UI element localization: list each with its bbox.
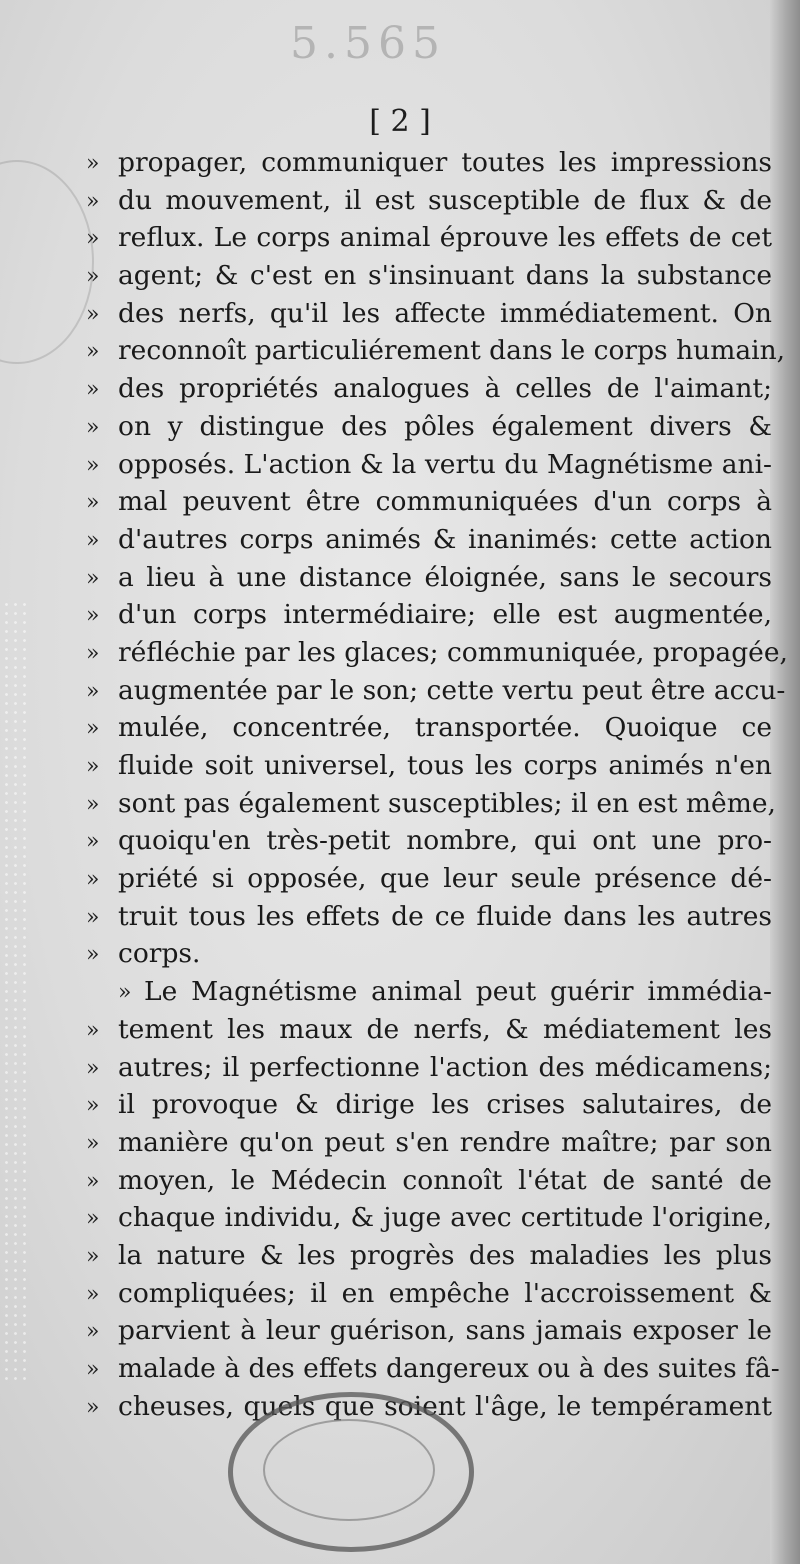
library-stamp-inner-ring: [263, 1419, 435, 1521]
text-line-content: autres; il perfectionne l'action des médicamens;: [118, 1051, 772, 1083]
text-line: [86, 1049, 772, 1087]
text-line: [86, 1312, 772, 1350]
text-line-content: cheuses, quels que soient l'âge, le tempérament: [118, 1390, 772, 1422]
text-line: [86, 370, 772, 408]
text-line-content: agent; & c'est en s'insinuant dans la substance: [118, 260, 772, 292]
text-line-content: sont pas également susceptibles; il en est même,: [118, 787, 776, 819]
quote-mark: »: [86, 1168, 100, 1194]
text-line-content: quoiqu'en très-petit nombre, qui ont une pro-: [118, 825, 772, 857]
text-line: [86, 446, 772, 484]
text-line-content: a lieu à une distance éloignée, sans le secours: [118, 561, 772, 593]
quote-mark: »: [86, 1319, 100, 1345]
quote-mark: »: [86, 1281, 100, 1307]
text-line: [86, 860, 772, 898]
text-line: [86, 634, 788, 672]
quote-mark: »: [86, 640, 100, 666]
quote-mark: »: [86, 301, 100, 327]
text-line: [86, 935, 772, 973]
text-line: [86, 1237, 772, 1275]
text-line: [86, 709, 772, 747]
text-line: [86, 1124, 772, 1162]
text-line-content: des propriétés analogues à celles de l'aimant;: [118, 373, 772, 405]
quote-mark: »: [86, 414, 100, 440]
text-line-content: augmentée par le son; cette vertu peut être accu-: [118, 674, 786, 706]
quote-mark: »: [86, 1206, 100, 1232]
page-edge: [770, 0, 800, 1564]
text-line: [86, 182, 772, 220]
text-line-content: priété si opposée, que leur seule présence dé-: [118, 863, 772, 895]
text-line-content: mal peuvent être communiquées d'un corps à: [118, 486, 772, 518]
quote-mark: »: [86, 754, 100, 779]
library-stamp: [228, 1392, 474, 1552]
quote-mark: »: [86, 490, 100, 516]
text-line: [86, 596, 772, 634]
quote-mark: »: [86, 791, 100, 817]
text-line: [86, 1162, 772, 1200]
text-line: [86, 973, 772, 1011]
text-line-content: corps.: [118, 938, 201, 970]
text-line-content: on y distingue des pôles également divers &: [118, 410, 772, 442]
binding-holes: [2, 600, 28, 1380]
text-line-content: propager, communiquer toutes les impressions: [118, 147, 772, 178]
quote-mark: »: [86, 1130, 100, 1156]
handwritten-shelfmark: 5.565: [290, 18, 446, 69]
text-line-content: réfléchie par les glaces; communiquée, propagée,: [118, 636, 788, 668]
text-line-content: il provoque & dirige les crises salutaires, de: [118, 1089, 772, 1121]
text-line-content: des nerfs, qu'il les affecte immédiatement. On: [118, 297, 772, 329]
quote-mark: »: [86, 1243, 100, 1269]
quote-mark: »: [86, 1093, 100, 1119]
quote-mark: »: [86, 1017, 100, 1043]
text-line-content: reconnoît particuliérement dans le corps humain,: [118, 335, 786, 367]
text-line: [86, 1350, 780, 1388]
text-line-content: compliquées; il en empêche l'accroissement &: [118, 1277, 772, 1309]
quote-mark: »: [86, 264, 100, 290]
quote-mark: »: [86, 452, 100, 478]
text-line-content: reflux. Le corps animal éprouve les effets de cet: [118, 222, 772, 254]
text-line: [86, 822, 772, 860]
text-line-content: fluide soit universel, tous les corps animés n'en: [118, 750, 772, 781]
text-line: [86, 785, 776, 823]
quote-mark: »: [86, 603, 100, 629]
text-line: [86, 257, 772, 295]
text-line-content: parvient à leur guérison, sans jamais exposer le: [118, 1315, 772, 1347]
quote-mark: »: [86, 1394, 100, 1420]
text-line-content: opposés. L'action & la vertu du Magnétisme ani-: [118, 448, 772, 480]
text-line: [86, 672, 786, 710]
quote-mark: »: [86, 716, 100, 742]
text-line: [86, 898, 772, 936]
text-line-content: d'autres corps animés & inanimés: cette action: [118, 523, 772, 555]
body-text: [86, 144, 788, 1425]
text-line-content: mulée, concentrée, transportée. Quoique ce: [118, 712, 772, 744]
text-line: [86, 1199, 772, 1237]
text-line-content: chaque individu, & juge avec certitude l'origine,: [118, 1202, 772, 1234]
text-line: [86, 1275, 772, 1313]
quote-mark: »: [86, 565, 100, 591]
text-line: [86, 408, 772, 446]
quote-mark: »: [86, 151, 100, 176]
text-line: [86, 295, 772, 333]
quote-mark: »: [86, 339, 100, 365]
text-line: [86, 559, 772, 597]
text-line: [86, 1086, 772, 1124]
quote-mark: »: [86, 904, 100, 930]
text-line-content: truit tous les effets de ce fluide dans les autres: [118, 900, 772, 932]
quote-mark: »: [118, 980, 132, 1006]
text-line-content: d'un corps intermédiaire; elle est augmentée,: [118, 599, 772, 631]
quote-mark: »: [86, 1055, 100, 1081]
faded-stamp-left: [0, 160, 94, 364]
quote-mark: »: [86, 527, 100, 553]
text-line-content: moyen, le Médecin connoît l'état de santé de: [118, 1164, 772, 1196]
quote-mark: »: [86, 1357, 100, 1382]
text-line-content: tement les maux de nerfs, & médiatement les: [118, 1013, 772, 1045]
text-line: [86, 747, 772, 785]
text-line: [86, 483, 772, 521]
quote-mark: »: [86, 226, 100, 252]
text-line-content: manière qu'on peut s'en rendre maître; par son: [118, 1126, 772, 1158]
quote-mark: »: [86, 377, 100, 403]
quote-mark: »: [86, 867, 100, 893]
text-line-content: du mouvement, il est susceptible de flux & de: [118, 184, 772, 216]
text-line: [86, 144, 772, 182]
text-line: [86, 521, 772, 559]
text-line: [86, 1011, 772, 1049]
page-number: [ 2 ]: [369, 104, 431, 139]
quote-mark: »: [86, 188, 100, 214]
text-line-content: Le Magnétisme animal peut guérir immédia-: [144, 976, 772, 1008]
quote-mark: »: [86, 829, 100, 855]
text-line: [86, 332, 786, 370]
text-line-content: malade à des effets dangereux ou à des suites fâ-: [118, 1353, 780, 1384]
quote-mark: »: [86, 942, 100, 968]
text-line: [86, 219, 772, 257]
quote-mark: »: [86, 678, 100, 704]
text-line-content: la nature & les progrès des maladies les plus: [118, 1239, 772, 1271]
